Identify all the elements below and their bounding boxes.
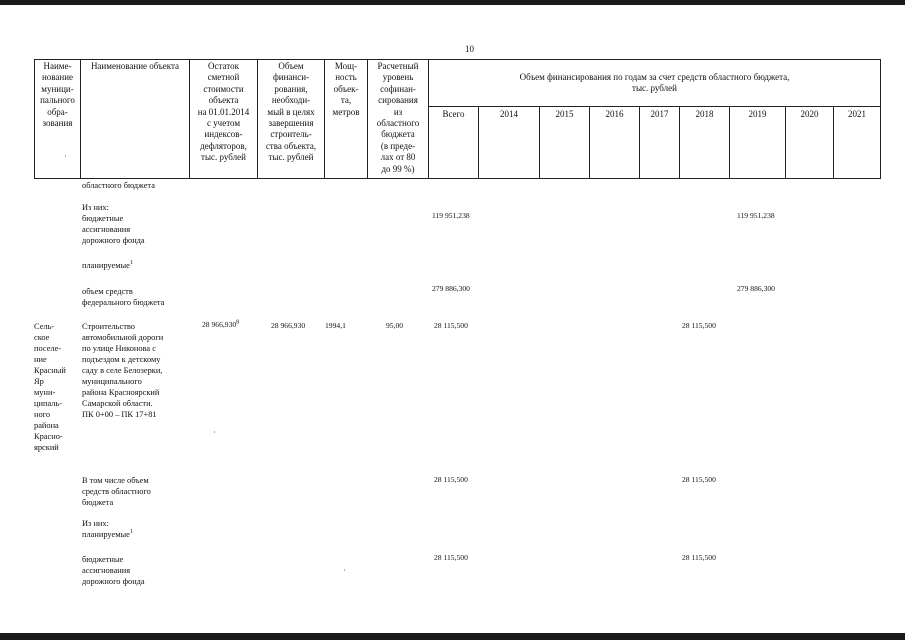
- row-of-which-planned-label: Из них: планируемые$^1$: [82, 519, 133, 539]
- row-road-fund-2019: 119 951,238: [737, 211, 775, 220]
- header-year-2019: 2019: [748, 109, 767, 119]
- header-year-2016: 2016: [605, 109, 624, 119]
- row-road-fund-label: Из них: бюджетные ассигнования дорожного фонда: [82, 203, 145, 245]
- header-remaining-cost: Остаток сметной стоимости объекта на 01.01.2014 с учетом индексов- дефляторов, тыс. рублей: [197, 61, 250, 163]
- header-year-2015: 2015: [555, 109, 574, 119]
- row-object-cofinancing: 95,00: [386, 321, 404, 330]
- row-federal-budget-total: 279 886,300: [432, 284, 470, 293]
- header-year-2020: 2020: [800, 109, 819, 119]
- row-object-2018: 28 115,500: [682, 321, 716, 330]
- header-year-2021: 2021: [848, 109, 866, 119]
- bottom-border: [0, 633, 905, 640]
- page-number: 10: [465, 44, 474, 54]
- row-road-fund-2-total: 28 115,500: [434, 553, 468, 562]
- row-municipality-name: Сель- ское поселе- ние Красный Яр муни- ципаль- ного района Красно- ярский: [34, 322, 66, 452]
- header-object-name: Наименование объекта: [90, 61, 180, 71]
- header-cofinancing-level: Расчетный уровень софинан- сирования из областного бюджета (в преде- лах от 80 до 99 %): [376, 61, 420, 174]
- row-federal-budget-label: объем средств федерального бюджета: [82, 287, 165, 307]
- header-year-2014: 2014: [500, 109, 518, 119]
- row-object-capacity: 1994,1: [325, 321, 346, 330]
- row-object-financing-volume: 28 966,930: [271, 321, 306, 330]
- header-yearly-financing: Объем финансирования по годам за счет средств областного бюджета, тыс. рублей: [519, 72, 790, 94]
- row-incl-regional-2018: 28 115,500: [682, 475, 716, 484]
- header-year-2018: 2018: [695, 109, 714, 119]
- header-municipality: Наиме- нование муници- пального обра- зования: [40, 61, 75, 129]
- row-incl-regional-total: 28 115,500: [434, 475, 468, 484]
- header-total: Всего: [442, 109, 465, 119]
- row-federal-budget-2019: 279 886,300: [737, 284, 775, 293]
- row-road-fund-total: 119 951,238: [432, 211, 470, 220]
- table-header: [34, 59, 881, 179]
- top-border: [0, 0, 905, 5]
- header-capacity: Мощ- ность объек- та, метров: [332, 61, 360, 117]
- row-road-fund-2-2018: 28 115,500: [682, 553, 716, 562]
- row-planned-label: планируемые$^1$: [82, 260, 133, 270]
- row-road-fund-2-label: бюджетные ассигнования дорожного фонда: [82, 555, 145, 586]
- row-incl-regional-label: В том числе объем средств областного бюджета: [82, 476, 151, 507]
- row-object-remaining-cost: 28 966,930$^8$: [202, 319, 240, 329]
- header-financing-volume: Объем финанси- рования, необходи- мый в целях завершения строитель- ства объекта, тыс. рублей: [265, 61, 317, 163]
- row-object-name: Строительство автомобильной дороги по улице Никонова с подъездом к детскому саду в селе Белозерки, муниципального района Красноярский Самарской области. ПК 0+00 – ПК 17+81: [82, 322, 164, 419]
- header-year-2017: 2017: [650, 109, 669, 119]
- row-regional-budget-label: областного бюджета: [82, 181, 155, 190]
- row-object-total: 28 115,500: [434, 321, 468, 330]
